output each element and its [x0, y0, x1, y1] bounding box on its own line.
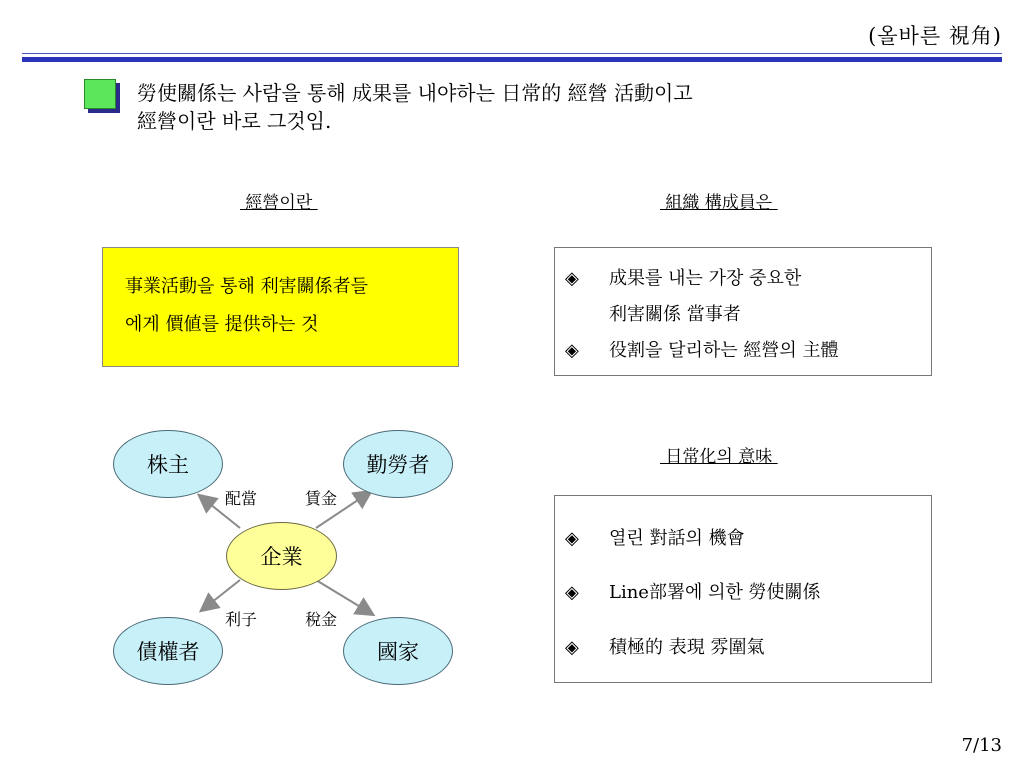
diamond-bullet-icon: ◈ [565, 637, 579, 658]
headline-line-2: 經營이란 바로 그것임. [137, 109, 332, 133]
slide-header-title: (올바른 視角) [868, 24, 1002, 48]
headline-line-1: 勞使關係는 사람을 통해 成果를 내야하는 日常的 經營 活動이고 [137, 81, 693, 105]
interest-label: 利子 [225, 610, 258, 629]
page-number: 7/13 [961, 735, 1002, 756]
daily-meaning-section-label: 日常化의 意味 [660, 447, 778, 467]
diamond-bullet-icon: ◈ [565, 268, 579, 289]
list-item: ◈ Line部署에 의한 勞使關係 [565, 582, 821, 603]
enterprise-node: 企業 [226, 522, 337, 590]
daily-meaning-box [554, 495, 932, 683]
state-node: 國家 [343, 617, 453, 685]
definition-section-label: 經營이란 [240, 193, 318, 213]
diamond-bullet-icon: ◈ [565, 582, 579, 603]
list-item: ◈ 열린 對話의 機會 [565, 528, 745, 549]
tax-label: 稅金 [305, 610, 338, 629]
workers-node: 勤勞者 [343, 430, 453, 498]
list-item: 利害關係 當事者 [609, 304, 741, 325]
dividend-label: 配當 [225, 489, 258, 508]
list-item: ◈ 積極的 表現 雰圍氣 [565, 637, 765, 658]
list-item: ◈ 成果를 내는 가장 중요한 [565, 268, 802, 289]
wages-label: 賃金 [305, 489, 338, 508]
shareholders-node: 株主 [113, 430, 223, 498]
creditors-node: 債權者 [113, 617, 223, 685]
diamond-bullet-icon: ◈ [565, 528, 579, 549]
list-item: ◈ 役割을 달리하는 經營의 主體 [565, 340, 839, 361]
definition-line-1: 事業活動을 통해 利害關係者들 [125, 276, 368, 297]
diamond-bullet-icon: ◈ [565, 340, 579, 361]
definition-line-2: 에게 價値를 提供하는 것 [125, 314, 319, 335]
arrow-to-creditors [202, 580, 240, 610]
members-section-label: 組織 構成員은 [660, 193, 778, 213]
